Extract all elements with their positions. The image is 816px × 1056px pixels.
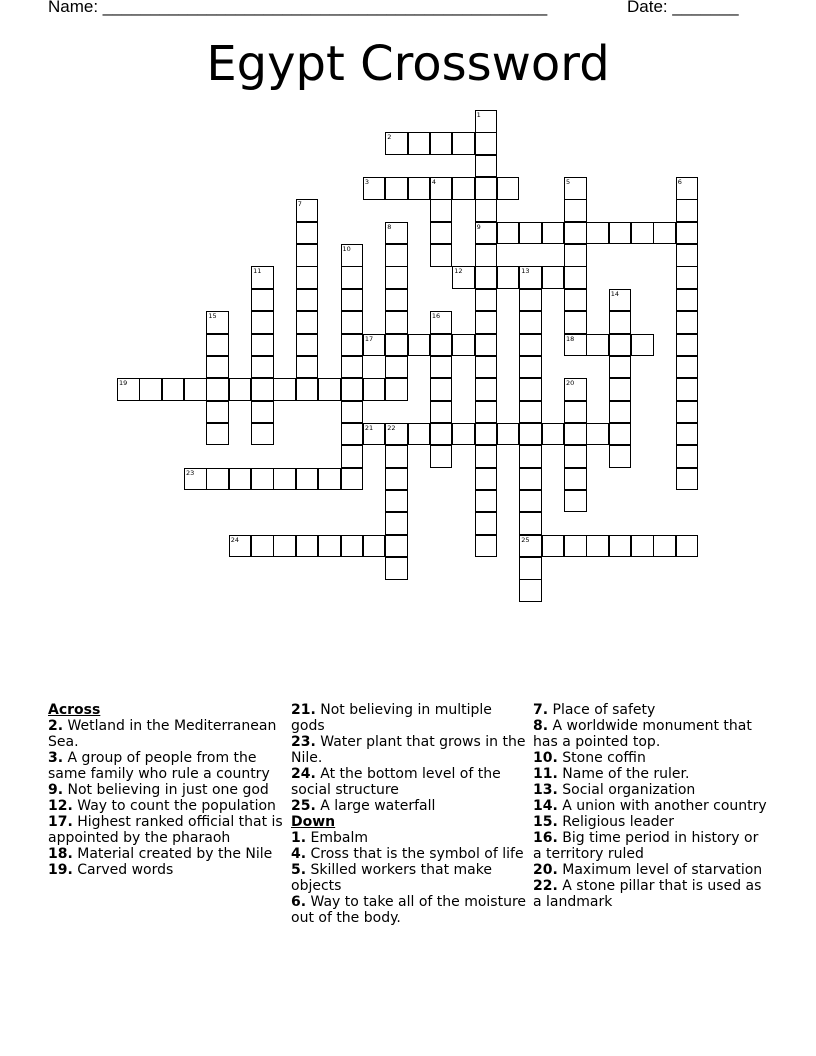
cell-number: 3 xyxy=(364,178,369,187)
grid-cell[interactable] xyxy=(519,557,542,580)
grid-cell[interactable] xyxy=(564,378,587,401)
cell-number: 23 xyxy=(186,468,195,477)
grid-cell[interactable] xyxy=(385,557,408,580)
grid-cell[interactable] xyxy=(251,423,274,446)
grid-cell[interactable] xyxy=(184,468,207,491)
grid-cell[interactable] xyxy=(385,356,408,379)
grid-cell[interactable] xyxy=(676,535,699,558)
grid-cell[interactable] xyxy=(676,266,699,289)
clue-number: 7. xyxy=(533,702,549,718)
clue-down-13 xyxy=(533,782,768,798)
grid-cell[interactable] xyxy=(475,334,498,357)
grid-cell[interactable] xyxy=(564,177,587,200)
clue-text: Name of the ruler. xyxy=(562,766,690,782)
cell-number: 20 xyxy=(566,379,575,388)
grid-cell[interactable] xyxy=(296,289,319,312)
grid-cell[interactable] xyxy=(385,378,408,401)
grid-cell[interactable] xyxy=(475,378,498,401)
clue-number: 4. xyxy=(291,846,307,862)
grid-cell[interactable] xyxy=(676,199,699,222)
cell-number: 2 xyxy=(387,133,392,142)
grid-cell[interactable] xyxy=(609,535,632,558)
grid-cell[interactable] xyxy=(318,468,341,491)
clue-number: 18. xyxy=(48,846,73,862)
grid-cell[interactable] xyxy=(519,445,542,468)
clue-number: 9. xyxy=(48,782,64,798)
grid-cell[interactable] xyxy=(273,535,296,558)
clue-down-5 xyxy=(291,862,526,894)
clue-text: Material created by the Nile xyxy=(77,846,273,862)
clue-number: 12. xyxy=(48,798,73,814)
clue-text: Skilled workers that make objects xyxy=(291,862,492,894)
clue-number: 24. xyxy=(291,766,316,782)
clue-number: 14. xyxy=(533,798,558,814)
grid-cell[interactable] xyxy=(452,266,475,289)
grid-cell[interactable] xyxy=(676,401,699,424)
grid-cell[interactable] xyxy=(318,535,341,558)
grid-cell[interactable] xyxy=(341,244,364,267)
grid-cell[interactable] xyxy=(564,222,587,245)
clue-text: Water plant that grows in the Nile. xyxy=(291,734,526,766)
grid-cell[interactable] xyxy=(430,177,453,200)
clue-across-24 xyxy=(291,766,526,798)
grid-cell[interactable] xyxy=(475,468,498,491)
grid-cell[interactable] xyxy=(676,311,699,334)
grid-cell[interactable] xyxy=(206,423,229,446)
grid-cell[interactable] xyxy=(653,222,676,245)
clue-down-22 xyxy=(533,878,768,910)
clue-across-17 xyxy=(48,814,283,846)
clue-number: 8. xyxy=(533,718,549,734)
grid-cell[interactable] xyxy=(586,334,609,357)
grid-cell[interactable] xyxy=(430,423,453,446)
grid-cell[interactable] xyxy=(363,177,386,200)
grid-cell[interactable] xyxy=(542,423,565,446)
grid-cell[interactable] xyxy=(676,445,699,468)
grid-cell[interactable] xyxy=(385,266,408,289)
grid-cell[interactable] xyxy=(273,378,296,401)
grid-cell[interactable] xyxy=(408,423,431,446)
grid-cell[interactable] xyxy=(497,266,520,289)
clue-number: 2. xyxy=(48,718,64,734)
clue-number: 22. xyxy=(533,878,558,894)
cell-number: 4 xyxy=(431,178,437,187)
grid-cell[interactable] xyxy=(586,423,609,446)
grid-cell[interactable] xyxy=(542,535,565,558)
clue-text: A stone pillar that is used as a landmark xyxy=(533,878,762,910)
grid-cell[interactable] xyxy=(430,356,453,379)
grid-cell[interactable] xyxy=(609,311,632,334)
clue-text: At the bottom level of the social structure xyxy=(291,766,501,798)
grid-cell[interactable] xyxy=(296,222,319,245)
cell-number: 5 xyxy=(566,178,571,187)
grid-cell[interactable] xyxy=(452,423,475,446)
clue-text: A group of people from the same family who rule a country xyxy=(48,750,270,782)
grid-cell[interactable] xyxy=(564,468,587,491)
cell-number: 15 xyxy=(208,312,217,321)
grid-cell[interactable] xyxy=(363,334,386,357)
clues-column-3 xyxy=(533,702,768,910)
grid-cell[interactable] xyxy=(408,334,431,357)
grid-cell[interactable] xyxy=(251,311,274,334)
page-title: Egypt Crossword xyxy=(206,36,610,92)
grid-cell[interactable] xyxy=(385,512,408,535)
grid-cell[interactable] xyxy=(519,289,542,312)
grid-cell[interactable] xyxy=(430,311,453,334)
grid-cell[interactable] xyxy=(475,423,498,446)
cell-number: 6 xyxy=(677,178,682,187)
grid-cell[interactable] xyxy=(408,132,431,155)
grid-cell[interactable] xyxy=(676,244,699,267)
clue-across-12 xyxy=(48,798,283,814)
grid-cell[interactable] xyxy=(341,535,364,558)
grid-cell[interactable] xyxy=(519,468,542,491)
cell-number: 19 xyxy=(119,379,128,388)
grid-cell[interactable] xyxy=(475,289,498,312)
grid-cell[interactable] xyxy=(676,468,699,491)
grid-cell[interactable] xyxy=(430,378,453,401)
clue-across-2 xyxy=(48,718,283,750)
grid-cell[interactable] xyxy=(564,445,587,468)
clue-across-18 xyxy=(48,846,283,862)
clue-number: 23. xyxy=(291,734,316,750)
clue-text: Highest ranked official that is appointed by the pharaoh xyxy=(48,814,283,846)
grid-cell[interactable] xyxy=(676,289,699,312)
across-heading: Across xyxy=(48,702,101,718)
grid-cell[interactable] xyxy=(564,199,587,222)
clues-column-2 xyxy=(291,702,526,926)
clue-across-25 xyxy=(291,798,526,814)
grid-cell[interactable] xyxy=(475,244,498,267)
grid-cell[interactable] xyxy=(430,401,453,424)
grid-cell[interactable] xyxy=(475,155,498,178)
grid-cell[interactable] xyxy=(497,177,520,200)
grid-cell[interactable] xyxy=(341,468,364,491)
grid-cell[interactable] xyxy=(296,535,319,558)
cell-number: 10 xyxy=(342,245,351,254)
cell-number: 16 xyxy=(431,312,441,321)
clue-text: Way to take all of the moisture out of the body. xyxy=(291,894,527,926)
grid-cell[interactable] xyxy=(385,244,408,267)
grid-cell[interactable] xyxy=(676,334,699,357)
grid-cell[interactable] xyxy=(206,401,229,424)
date-field[interactable]: Date: _______ xyxy=(627,0,739,16)
cell-number: 8 xyxy=(387,222,392,231)
clue-text: Not believing in just one god xyxy=(67,782,269,798)
clue-number: 17. xyxy=(48,814,73,830)
grid-cell[interactable] xyxy=(385,289,408,312)
grid-cell[interactable] xyxy=(676,177,699,200)
grid-cell[interactable] xyxy=(385,423,408,446)
grid-cell[interactable] xyxy=(609,378,632,401)
grid-cell[interactable] xyxy=(206,334,229,357)
grid-cell[interactable] xyxy=(430,334,453,357)
grid-cell[interactable] xyxy=(341,401,364,424)
clue-text: Stone coffin xyxy=(562,750,646,766)
clue-text: Not believing in multiple gods xyxy=(291,702,492,734)
cell-number: 14 xyxy=(610,289,619,298)
grid-cell[interactable] xyxy=(363,535,386,558)
grid-cell[interactable] xyxy=(408,177,431,200)
cell-number: 1 xyxy=(476,111,481,119)
clue-text: A worldwide monument that has a pointed top. xyxy=(533,718,752,750)
grid-cell[interactable] xyxy=(564,535,587,558)
grid-cell[interactable] xyxy=(318,378,341,401)
cell-number: 11 xyxy=(253,267,262,276)
clue-text: A union with another country xyxy=(562,798,767,814)
grid-cell[interactable] xyxy=(609,445,632,468)
clue-text: Wetland in the Mediterranean Sea. xyxy=(48,718,277,750)
clue-number: 21. xyxy=(291,702,316,718)
grid-cell[interactable] xyxy=(653,535,676,558)
grid-cell[interactable] xyxy=(586,222,609,245)
grid-cell[interactable] xyxy=(385,468,408,491)
grid-cell[interactable] xyxy=(251,266,274,289)
grid-cell[interactable] xyxy=(519,535,542,558)
grid-cell[interactable] xyxy=(251,334,274,357)
cell-number: 9 xyxy=(476,222,481,231)
clue-number: 10. xyxy=(533,750,558,766)
grid-cell[interactable] xyxy=(363,378,386,401)
cell-number: 24 xyxy=(230,535,240,544)
grid-cell[interactable] xyxy=(385,311,408,334)
grid-cell[interactable] xyxy=(519,266,542,289)
grid-cell[interactable] xyxy=(251,468,274,491)
grid-cell[interactable] xyxy=(452,132,475,155)
clues-column-1 xyxy=(48,702,283,878)
clue-number: 6. xyxy=(291,894,307,910)
grid-cell[interactable] xyxy=(139,378,162,401)
grid-cell[interactable] xyxy=(564,423,587,446)
grid-cell[interactable] xyxy=(475,512,498,535)
grid-cell[interactable] xyxy=(564,490,587,513)
grid-cell[interactable] xyxy=(162,378,185,401)
clue-text: Embalm xyxy=(310,830,368,846)
clue-down-11 xyxy=(533,766,768,782)
grid-cell[interactable] xyxy=(586,535,609,558)
grid-cell[interactable] xyxy=(564,334,587,357)
clue-down-7 xyxy=(533,702,768,718)
clue-number: 25. xyxy=(291,798,316,814)
grid-cell[interactable] xyxy=(475,535,498,558)
clue-number: 19. xyxy=(48,862,73,878)
grid-cell[interactable] xyxy=(430,445,453,468)
grid-cell[interactable] xyxy=(609,356,632,379)
clue-across-19 xyxy=(48,862,283,878)
grid-cell[interactable] xyxy=(341,378,364,401)
clue-down-1 xyxy=(291,830,526,846)
grid-cell[interactable] xyxy=(385,490,408,513)
clue-number: 5. xyxy=(291,862,307,878)
clue-down-16 xyxy=(533,830,768,862)
grid-cell[interactable] xyxy=(475,266,498,289)
grid-cell[interactable] xyxy=(631,535,654,558)
clue-number: 11. xyxy=(533,766,558,782)
grid-cell[interactable] xyxy=(519,356,542,379)
grid-cell[interactable] xyxy=(341,334,364,357)
grid-cell[interactable] xyxy=(430,222,453,245)
grid-cell[interactable] xyxy=(676,356,699,379)
clue-text: Place of safety xyxy=(552,702,656,718)
grid-cell[interactable] xyxy=(475,132,498,155)
grid-cell[interactable] xyxy=(251,378,274,401)
name-field[interactable]: Name: _______________________________________________ xyxy=(48,0,548,16)
grid-cell[interactable] xyxy=(341,311,364,334)
grid-cell[interactable] xyxy=(676,378,699,401)
clue-text: Social organization xyxy=(562,782,696,798)
grid-cell[interactable] xyxy=(676,222,699,245)
grid-cell[interactable] xyxy=(385,535,408,558)
cell-number: 22 xyxy=(387,423,396,432)
grid-cell[interactable] xyxy=(385,334,408,357)
clue-across-23 xyxy=(291,734,526,766)
clue-down-14 xyxy=(533,798,768,814)
grid-cell[interactable] xyxy=(385,445,408,468)
clue-text: Cross that is the symbol of life xyxy=(310,846,524,862)
clue-across-9 xyxy=(48,782,283,798)
grid-cell[interactable] xyxy=(296,356,319,379)
grid-cell[interactable] xyxy=(631,334,654,357)
grid-cell[interactable] xyxy=(564,289,587,312)
down-heading: Down xyxy=(291,814,336,830)
grid-cell[interactable] xyxy=(609,289,632,312)
grid-cell[interactable] xyxy=(542,222,565,245)
clue-down-8 xyxy=(533,718,768,750)
grid-cell[interactable] xyxy=(184,378,207,401)
grid-cell[interactable] xyxy=(609,401,632,424)
grid-cell[interactable] xyxy=(206,468,229,491)
grid-cell[interactable] xyxy=(564,311,587,334)
grid-cell[interactable] xyxy=(229,378,252,401)
clue-down-15 xyxy=(533,814,768,830)
clue-number: 1. xyxy=(291,830,307,846)
clue-down-6 xyxy=(291,894,526,926)
grid-cell[interactable] xyxy=(117,378,140,401)
grid-cell[interactable] xyxy=(385,222,408,245)
grid-cell[interactable] xyxy=(475,445,498,468)
cell-number: 7 xyxy=(297,200,302,209)
grid-cell[interactable] xyxy=(475,199,498,222)
grid-cell[interactable] xyxy=(229,535,252,558)
grid-cell[interactable] xyxy=(676,423,699,446)
clue-number: 13. xyxy=(533,782,558,798)
cell-number: 21 xyxy=(364,423,374,432)
grid-cell[interactable] xyxy=(564,401,587,424)
grid-cell[interactable] xyxy=(519,423,542,446)
grid-cell[interactable] xyxy=(519,401,542,424)
grid-cell[interactable] xyxy=(430,244,453,267)
grid-cell[interactable] xyxy=(609,334,632,357)
grid-cell[interactable] xyxy=(519,222,542,245)
grid-cell[interactable] xyxy=(452,177,475,200)
grid-cell[interactable] xyxy=(385,132,408,155)
grid-cell[interactable] xyxy=(341,356,364,379)
grid-cell[interactable] xyxy=(631,222,654,245)
grid-cell[interactable] xyxy=(251,289,274,312)
grid-cell[interactable] xyxy=(475,110,498,133)
grid-cell[interactable] xyxy=(341,289,364,312)
cell-number: 25 xyxy=(521,535,530,544)
clue-down-20 xyxy=(533,862,768,878)
clue-text: Religious leader xyxy=(562,814,675,830)
grid-cell[interactable] xyxy=(206,378,229,401)
grid-cell[interactable] xyxy=(475,356,498,379)
clue-number: 16. xyxy=(533,830,558,846)
grid-cell[interactable] xyxy=(296,334,319,357)
grid-cell[interactable] xyxy=(475,490,498,513)
grid-cell[interactable] xyxy=(251,401,274,424)
grid-cell[interactable] xyxy=(341,266,364,289)
cell-number: 13 xyxy=(521,267,530,276)
cell-number: 18 xyxy=(566,334,575,343)
grid-cell[interactable] xyxy=(475,177,498,200)
grid-cell[interactable] xyxy=(296,311,319,334)
grid-cell[interactable] xyxy=(341,423,364,446)
grid-cell[interactable] xyxy=(229,468,252,491)
grid-cell[interactable] xyxy=(609,423,632,446)
clue-across-21 xyxy=(291,702,526,734)
cell-number: 12 xyxy=(454,267,463,276)
grid-cell[interactable] xyxy=(296,244,319,267)
grid-cell[interactable] xyxy=(251,535,274,558)
grid-cell[interactable] xyxy=(206,356,229,379)
grid-cell[interactable] xyxy=(475,222,498,245)
grid-cell[interactable] xyxy=(341,445,364,468)
grid-cell[interactable] xyxy=(475,311,498,334)
grid-cell[interactable] xyxy=(475,401,498,424)
grid-cell[interactable] xyxy=(519,490,542,513)
clue-across-3 xyxy=(48,750,283,782)
grid-cell[interactable] xyxy=(519,378,542,401)
grid-cell[interactable] xyxy=(497,222,520,245)
clue-number: 15. xyxy=(533,814,558,830)
grid-cell[interactable] xyxy=(519,334,542,357)
grid-cell[interactable] xyxy=(296,266,319,289)
grid-cell[interactable] xyxy=(363,423,386,446)
clue-text: Carved words xyxy=(77,862,174,878)
grid-cell[interactable] xyxy=(564,266,587,289)
grid-cell[interactable] xyxy=(296,378,319,401)
clue-text: Way to count the population xyxy=(77,798,276,814)
clue-down-4 xyxy=(291,846,526,862)
grid-cell[interactable] xyxy=(206,311,229,334)
clue-text: Maximum level of starvation xyxy=(562,862,763,878)
grid-cell[interactable] xyxy=(609,222,632,245)
grid-cell[interactable] xyxy=(519,512,542,535)
grid-cell[interactable] xyxy=(251,356,274,379)
grid-cell[interactable] xyxy=(542,266,565,289)
clue-number: 3. xyxy=(48,750,64,766)
grid-cell[interactable] xyxy=(296,199,319,222)
grid-cell[interactable] xyxy=(430,199,453,222)
grid-cell[interactable] xyxy=(296,468,319,491)
grid-cell[interactable] xyxy=(564,244,587,267)
grid-cell[interactable] xyxy=(430,132,453,155)
clue-down-10 xyxy=(533,750,768,766)
grid-cell[interactable] xyxy=(519,311,542,334)
grid-cell[interactable] xyxy=(385,177,408,200)
clue-text: Big time period in history or a territory ruled xyxy=(533,830,759,862)
grid-cell[interactable] xyxy=(519,579,542,602)
cell-number: 17 xyxy=(364,334,374,343)
grid-cell[interactable] xyxy=(273,468,296,491)
grid-cell[interactable] xyxy=(497,423,520,446)
clue-text: A large waterfall xyxy=(320,798,436,814)
clue-number: 20. xyxy=(533,862,558,878)
grid-cell[interactable] xyxy=(452,334,475,357)
